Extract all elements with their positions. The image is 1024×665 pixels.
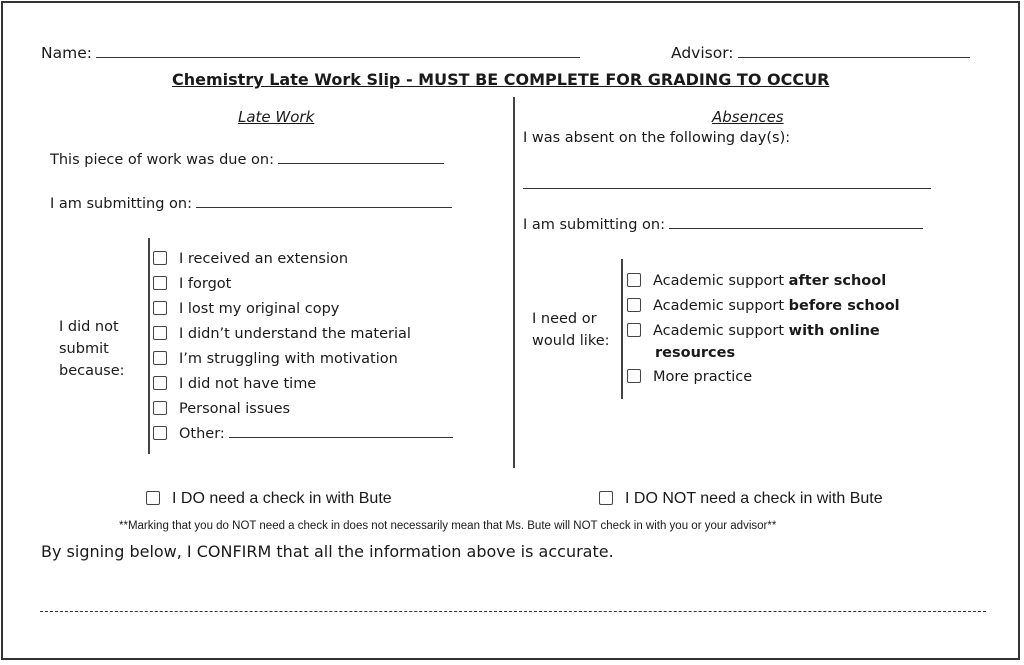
support-online[interactable] <box>627 323 880 339</box>
checkin-needed[interactable] <box>146 490 392 508</box>
option-text: Academic support <box>653 273 789 289</box>
column-divider <box>513 97 515 468</box>
need-label-line: I need or <box>532 311 597 327</box>
option-text: More practice <box>653 369 753 385</box>
support-after-school[interactable] <box>627 273 886 289</box>
checkbox[interactable] <box>153 351 167 365</box>
need-label-line: would like: <box>532 333 610 349</box>
absences-heading: Absences <box>712 108 784 126</box>
checkbox[interactable] <box>153 301 167 315</box>
checkin-needed-text: I DO need a check in with Bute <box>172 490 392 507</box>
page-title: Chemistry Late Work Slip - MUST BE COMPLETE FOR GRADING TO OCCUR <box>172 70 830 89</box>
late-work-heading: Late Work <box>238 108 315 126</box>
option-emphasis: resources <box>655 345 736 361</box>
signature-line[interactable] <box>40 611 986 612</box>
option-text: Academic support <box>653 298 789 314</box>
reason-text: I didn’t understand the material <box>179 326 411 342</box>
more-practice[interactable] <box>627 369 752 385</box>
reason-bracket <box>148 238 150 454</box>
checkin-not-needed-text: I DO NOT need a check in with Bute <box>625 490 883 507</box>
checkbox[interactable] <box>153 251 167 265</box>
checkin-note: **Marking that you do NOT need a check in does not necessarily mean that Ms. Bute will NOT check in with you or your advisor** <box>119 520 777 532</box>
reason-didnt-understand[interactable] <box>153 326 411 342</box>
advisor-field[interactable] <box>671 44 970 62</box>
absent-days-label: I was absent on the following day(s): <box>523 130 791 146</box>
reason-other[interactable] <box>153 426 453 442</box>
absent-submitting-line[interactable] <box>669 227 923 229</box>
checkbox[interactable] <box>153 326 167 340</box>
support-online-continued <box>655 345 735 361</box>
option-emphasis: after school <box>788 273 887 289</box>
reason-forgot[interactable] <box>153 276 231 292</box>
confirmation-text: By signing below, I CONFIRM that all the information above is accurate. <box>41 542 614 561</box>
checkbox[interactable] <box>146 491 160 505</box>
checkbox[interactable] <box>599 491 613 505</box>
reason-motivation[interactable] <box>153 351 398 367</box>
late-submitting-field[interactable] <box>50 196 452 212</box>
reason-text: I lost my original copy <box>179 301 340 317</box>
checkbox[interactable] <box>153 426 167 440</box>
checkbox[interactable] <box>153 276 167 290</box>
reason-label-line: because: <box>59 363 125 379</box>
advisor-label: Advisor: <box>671 44 734 62</box>
checkbox[interactable] <box>627 369 641 383</box>
due-date-label: This piece of work was due on: <box>50 152 274 168</box>
reason-label <box>59 316 125 382</box>
absent-days-line[interactable] <box>523 188 931 189</box>
reason-text: I did not have time <box>179 376 317 392</box>
checkbox[interactable] <box>153 376 167 390</box>
reason-text: Personal issues <box>179 401 291 417</box>
checkin-not-needed[interactable] <box>599 490 883 508</box>
checkbox[interactable] <box>153 401 167 415</box>
checkbox[interactable] <box>627 273 641 287</box>
reason-text: I received an extension <box>179 251 349 267</box>
reason-text: Other: <box>179 426 225 442</box>
need-bracket <box>621 259 623 399</box>
late-submitting-label: I am submitting on: <box>50 196 192 212</box>
reason-no-time[interactable] <box>153 376 316 392</box>
advisor-line[interactable] <box>738 56 970 58</box>
option-emphasis: with online <box>788 323 880 339</box>
reason-label-line: I did not <box>59 319 119 335</box>
other-line[interactable] <box>229 436 453 438</box>
reason-lost-copy[interactable] <box>153 301 339 317</box>
name-line[interactable] <box>96 56 580 58</box>
reason-extension[interactable] <box>153 251 348 267</box>
due-date-line[interactable] <box>278 162 444 164</box>
late-submitting-line[interactable] <box>196 206 452 208</box>
reason-text: I’m struggling with motivation <box>179 351 398 367</box>
absent-submitting-label: I am submitting on: <box>523 217 665 233</box>
name-label: Name: <box>41 44 92 62</box>
option-text: Academic support <box>653 323 789 339</box>
reason-label-line: submit <box>59 341 109 357</box>
name-field[interactable] <box>41 44 580 62</box>
due-date-field[interactable] <box>50 152 444 168</box>
reason-text: I forgot <box>179 276 232 292</box>
option-emphasis: before school <box>788 298 900 314</box>
need-label <box>532 308 610 352</box>
absent-submitting-field[interactable] <box>523 217 923 233</box>
support-before-school[interactable] <box>627 298 900 314</box>
checkbox[interactable] <box>627 298 641 312</box>
reason-personal[interactable] <box>153 401 290 417</box>
checkbox[interactable] <box>627 323 641 337</box>
